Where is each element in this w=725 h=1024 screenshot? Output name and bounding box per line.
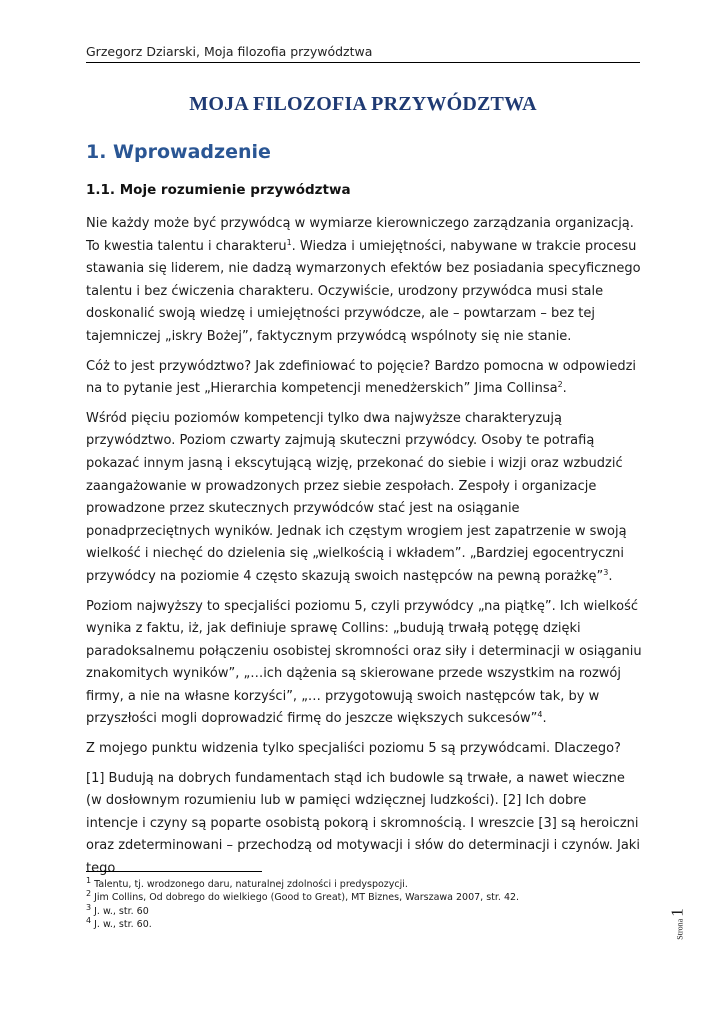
paragraph-text: . [562,381,567,397]
page-label: Strona [675,918,685,940]
page-number-value: 1 [667,908,687,917]
footnote-number: 4 [86,916,92,926]
footnote-text: J. w., str. 60 [91,905,149,917]
paragraph-6: [1] Budują na dobrych fundamentach stąd ich budowle są trwałe, a nawet wieczne (w dosłownym rozumieniu lub w pamięci wdzięcznej ludzkości). [2] Ich dobre intencje i czyny są poparte osobistą pokorą i skromnością. I wreszcie [3] są heroiczni oraz zdeterminowani – przechodzą od motywacji i słów do determinacji i czynów. Jaki tego [86,770,640,877]
body-text [86,213,642,888]
paragraph-2 [86,356,642,401]
footnote-number: 1 [86,876,92,885]
subsection-heading: 1.1. Moje rozumienie przywództwa [86,182,351,198]
footnote-ref-2[interactable]: 2 [557,380,563,390]
footnote [86,918,646,931]
section-heading: 1. Wprowadzenie [86,141,271,163]
footnote [86,902,646,918]
footnote-ref-1[interactable]: 1 [286,237,292,247]
paragraph-text: Nie każdy może być przywódcą w wymiarze kierowniczego zarządzania organizacją. To kwestia talentu i charakteru [86,216,634,254]
footnote-text: Jim Collins, Od dobrego do wielkiego (Good to Great), MT Biznes, Warszawa 2007, str. 42. [91,892,520,904]
footnote-number: 3 [86,902,92,912]
footnote-number: 2 [86,889,92,899]
footnote-text: Talentu, tj. wrodzonego daru, naturalnej zdolności i predyspozycji. [91,879,408,890]
paragraph-5: Z mojego punktu widzenia tylko specjaliści poziomu 5 są przywódcami. Dlaczego? [86,741,621,757]
paragraph-text: . [542,711,547,727]
page-number [667,906,692,940]
paragraph-3 [86,408,642,589]
paragraph-text: . [608,568,613,584]
paragraph-text: . Wiedza i umiejętności, nabywane w trakcie procesu stawania się liderem, nie dadzą wymarzonych efektów bez posiadania specyficznego talentu i bez ćwiczenia charakteru. Oczywiście, urodzony przywódca musi stale doskonalić swoją wiedzę i umiejętności przywódcze, ale – powtarzam – bez tej tajemniczej „iskry Bożej”, faktycznym przywódcą wspólnoty się nie stanie. [86,238,641,344]
page-header: Grzegorz Dziarski, Moja filozofia przywództwa [86,44,640,63]
footnote-text: J. w., str. 60. [91,919,152,931]
footnote-separator [86,871,262,872]
paragraph-text: Wśród pięciu poziomów kompetencji tylko dwa najwyższe charakteryzują przywództwo. Poziom czwarty zajmują skuteczni przywódcy. Osoby te potrafią pokazać innym jasną i ekscytującą wizję, przekonać do siebie i wizji oraz wzbudzić zaangażowanie w prowadzonych przez siebie zespołach. Zespoły i organizacje prowadzone przez skutecznych przywódców stać jest na osiąganie ponadprzeciętnych wyników. Jednak ich częstym wrogiem jest zapatrzenie w swoją wielkość i niechęć do dzielenia się „wielkością i wkładem”. „Bardziej egocentryczni przywódcy na poziomie 4 często skazują swoich następców na pewną porażkę” [86,410,627,584]
footnote [86,891,646,904]
paragraph-text: Cóż to jest przywództwo? Jak zdefiniować to pojęcie? Bardzo pomocna w odpowiedzi na to pytanie jest „Hierarchia kompetencji menedżerskich” Jima Collinsa [86,358,637,397]
page-number-rotated [668,908,688,939]
footnote-ref-3[interactable]: 3 [603,567,609,577]
document-title: MOJA FILOZOFIA PRZYWÓDZTWA [189,93,537,115]
footnotes [86,878,646,932]
paragraph-1 [86,213,642,349]
paragraph-text: Poziom najwyższy to specjaliści poziomu 5, czyli przywódcy „na piątkę”. Ich wielkość wynika z faktu, iż, jak definiuje sprawę Collins: „budują trwałą potęgę dzięki paradoksalnemu połączeniu osobistej skromności oraz siły i determinacji w osiąganiu znakomitych wyników”, „…ich dążenia są skierowane przede wszystkim na rozwój firmy, a nie na własne korzyści”, „… przygotowują swoich następców tak, by w przyszłości mogli doprowadzić firmę do jeszcze większych sukcesów” [86,598,642,727]
footnote-ref-4[interactable]: 4 [537,710,543,720]
paragraph-4 [86,596,642,732]
footnote [86,878,646,891]
